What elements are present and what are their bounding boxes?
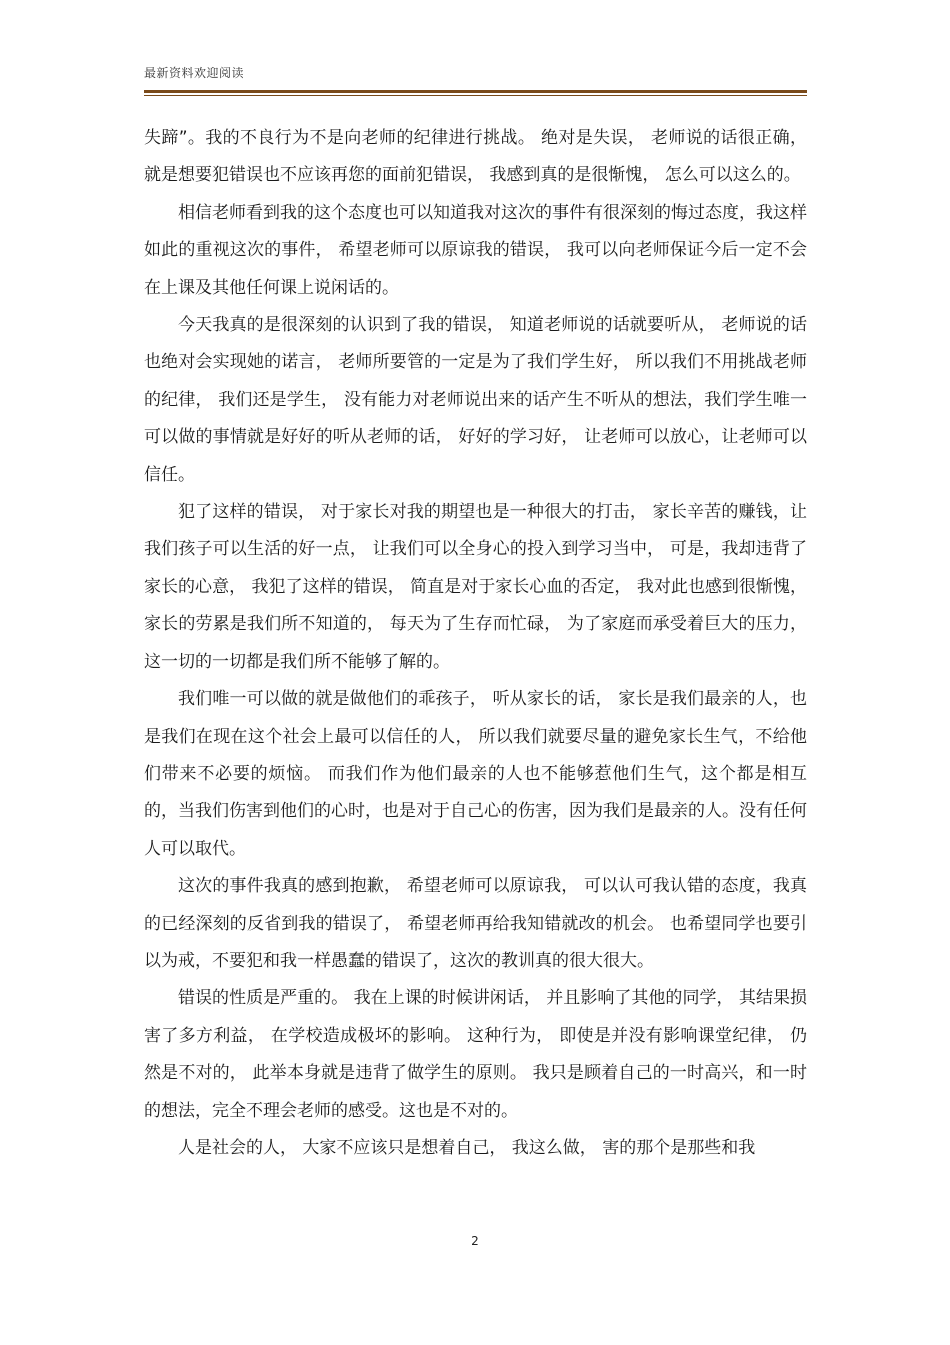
- paragraph: 失蹄”。我的不良行为不是向老师的纪律进行挑战。 绝对是失误， 老师说的话很正确，就是想要犯错误也不应该再您的面前犯错误， 我感到真的是很惭愧， 怎么可以这么的。: [144, 128, 807, 186]
- header-divider-thin: [144, 95, 807, 96]
- paragraph: 错误的性质是严重的。 我在上课的时候讲闲话， 并且影响了其他的同学， 其结果损害了多方利益， 在学校造成极坏的影响。 这种行为， 即使是并没有影响课堂纪律， 仍然是不对的， 此举本身就是违背了做学生的原则。 我只是顾着自己的一时高兴，和一时的想法，完全不理会老师的感受。这也是不对的。: [144, 988, 807, 1121]
- paragraph: 今天我真的是很深刻的认识到了我的错误， 知道老师说的话就要听从， 老师说的话也绝对会实现她的诺言， 老师所要管的一定是为了我们学生好， 所以我们不用挑战老师的纪律， 我们还是学生， 没有能力对老师说出来的话产生不听从的想法，我们学生唯一可以做的事情就是好好的听从老师的话， 好好的学习好， 让老师可以放心，让老师可以信任。: [144, 315, 807, 485]
- paragraph: 这次的事件我真的感到抱歉， 希望老师可以原谅我， 可以认可我认错的态度，我真的已经深刻的反省到我的错误了， 希望老师再给我知错就改的机会。 也希望同学也要引以为戒，不要犯和我一样愚蠢的错误了，这次的教训真的很大很大。: [144, 876, 807, 971]
- paragraph: 相信老师看到我的这个态度也可以知道我对这次的事件有很深刻的悔过态度，我这样如此的重视这次的事件， 希望老师可以原谅我的错误， 我可以向老师保证今后一定不会在上课及其他任何课上说闲话的。: [144, 202, 807, 298]
- header-divider: [144, 90, 807, 93]
- paragraph: 人是社会的人， 大家不应该只是想着自己， 我这么做， 害的那个是那些和我: [178, 1137, 756, 1158]
- page-header-title: 最新资料欢迎阅读: [144, 66, 245, 80]
- paragraph: 我们唯一可以做的就是做他们的乖孩子， 听从家长的话， 家长是我们最亲的人，也是我们在现在这个社会上最可以信任的人， 所以我们就要尽量的避免家长生气，不给他们带来不必要的烦恼。 而我们作为他们最亲的人也不能够惹他们生气，这个都是相互的，当我们伤害到他们的心时，也是对于自己心的伤害，因为我们是最亲的人。没有任何人可以取代。: [144, 689, 807, 859]
- paragraph: 犯了这样的错误， 对于家长对我的期望也是一种很大的打击， 家长辛苦的赚钱，让我们孩子可以生活的好一点， 让我们可以全身心的投入到学习当中， 可是，我却违背了家长的心意， 我犯了这样的错误， 简直是对于家长心血的否定， 我对此也感到很惭愧， 家长的劳累是我们所不知道的， 每天为了生存而忙碌， 为了家庭而承受着巨大的压力，这一切的一切都是我们所不能够了解的。: [144, 502, 807, 672]
- page-number: 2: [471, 1234, 479, 1248]
- document-body: [144, 120, 807, 1167]
